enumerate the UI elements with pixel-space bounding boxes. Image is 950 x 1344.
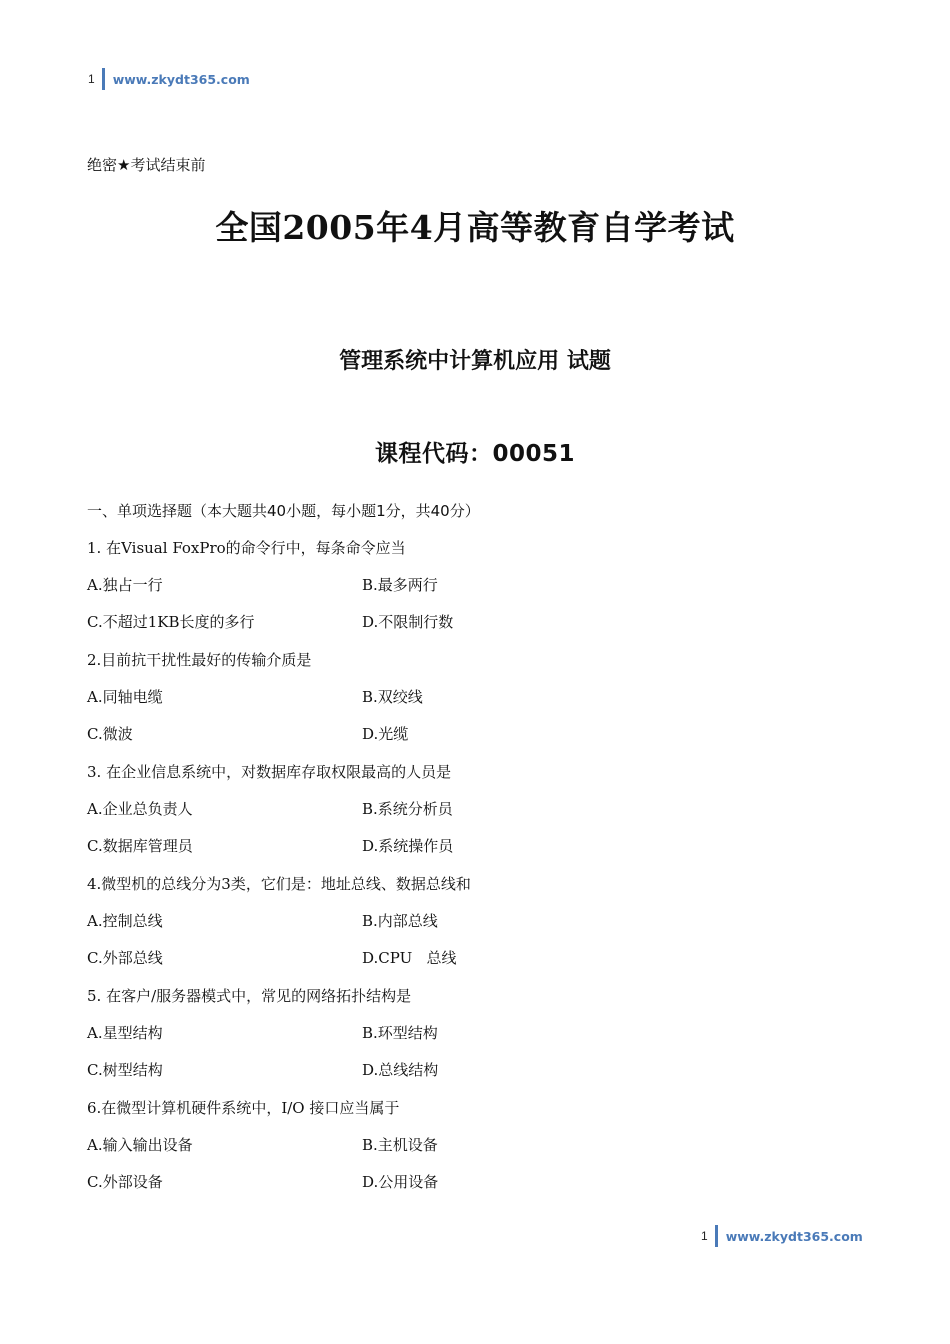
option-a: A.星型结构 (87, 1024, 163, 1042)
option-d: D.总线结构 (362, 1061, 439, 1079)
section-heading: 一、单项选择题（本大题共40小题，每小题1分，共40分） (87, 502, 480, 520)
page-header (88, 68, 250, 90)
option-b: B.系统分析员 (362, 800, 453, 818)
option-b: B.主机设备 (362, 1136, 438, 1154)
question-stem: 4.微型机的总线分为3类，它们是：地址总线、数据总线和 (87, 875, 471, 893)
option-d: D.不限制行数 (362, 613, 454, 631)
option-a: A.同轴电缆 (87, 688, 163, 706)
option-c: C.树型结构 (87, 1061, 163, 1079)
option-a: A.企业总负责人 (87, 800, 193, 818)
course-code: 课程代码：00051 (374, 441, 576, 467)
option-d: D.公用设备 (362, 1173, 439, 1191)
option-d: D.系统操作员 (362, 837, 454, 855)
option-a: A.独占一行 (87, 576, 163, 594)
question-stem: 6.在微型计算机硬件系统中，I/O 接口应当属于 (87, 1099, 400, 1117)
option-b: B.双绞线 (362, 688, 423, 706)
page-number: 1 (701, 1229, 708, 1243)
option-c: C.微波 (87, 725, 133, 743)
option-b: B.环型结构 (362, 1024, 438, 1042)
option-c: C.外部总线 (87, 949, 163, 967)
question-stem: 2.目前抗干扰性最好的传输介质是 (87, 651, 312, 669)
exam-title: 全国2005年4月高等教育自学考试 (215, 208, 735, 247)
page-number: 1 (88, 72, 95, 86)
footer-divider (715, 1225, 718, 1247)
option-a: A.控制总线 (87, 912, 163, 930)
footer-url-link[interactable]: www.zkydt365.com (725, 1228, 863, 1244)
exam-subtitle: 管理系统中计算机应用 试题 (339, 349, 611, 374)
header-divider (102, 68, 105, 90)
secret-mark: 绝密★考试结束前 (87, 156, 206, 174)
question-stem: 5. 在客户/服务器模式中，常见的网络拓扑结构是 (87, 987, 412, 1005)
header-url-link[interactable]: www.zkydt365.com (112, 71, 250, 87)
option-c: C.不超过1KB长度的多行 (87, 613, 255, 631)
option-d: D.CPU 总线 (362, 949, 457, 967)
option-b: B.内部总线 (362, 912, 438, 930)
option-b: B.最多两行 (362, 576, 438, 594)
option-c: C.外部设备 (87, 1173, 163, 1191)
option-a: A.输入输出设备 (87, 1136, 193, 1154)
question-stem: 3. 在企业信息系统中，对数据库存取权限最高的人员是 (87, 763, 452, 781)
option-d: D.光缆 (362, 725, 409, 743)
option-c: C.数据库管理员 (87, 837, 193, 855)
question-stem: 1. 在Visual FoxPro的命令行中，每条命令应当 (87, 539, 406, 557)
page-footer (701, 1225, 863, 1247)
